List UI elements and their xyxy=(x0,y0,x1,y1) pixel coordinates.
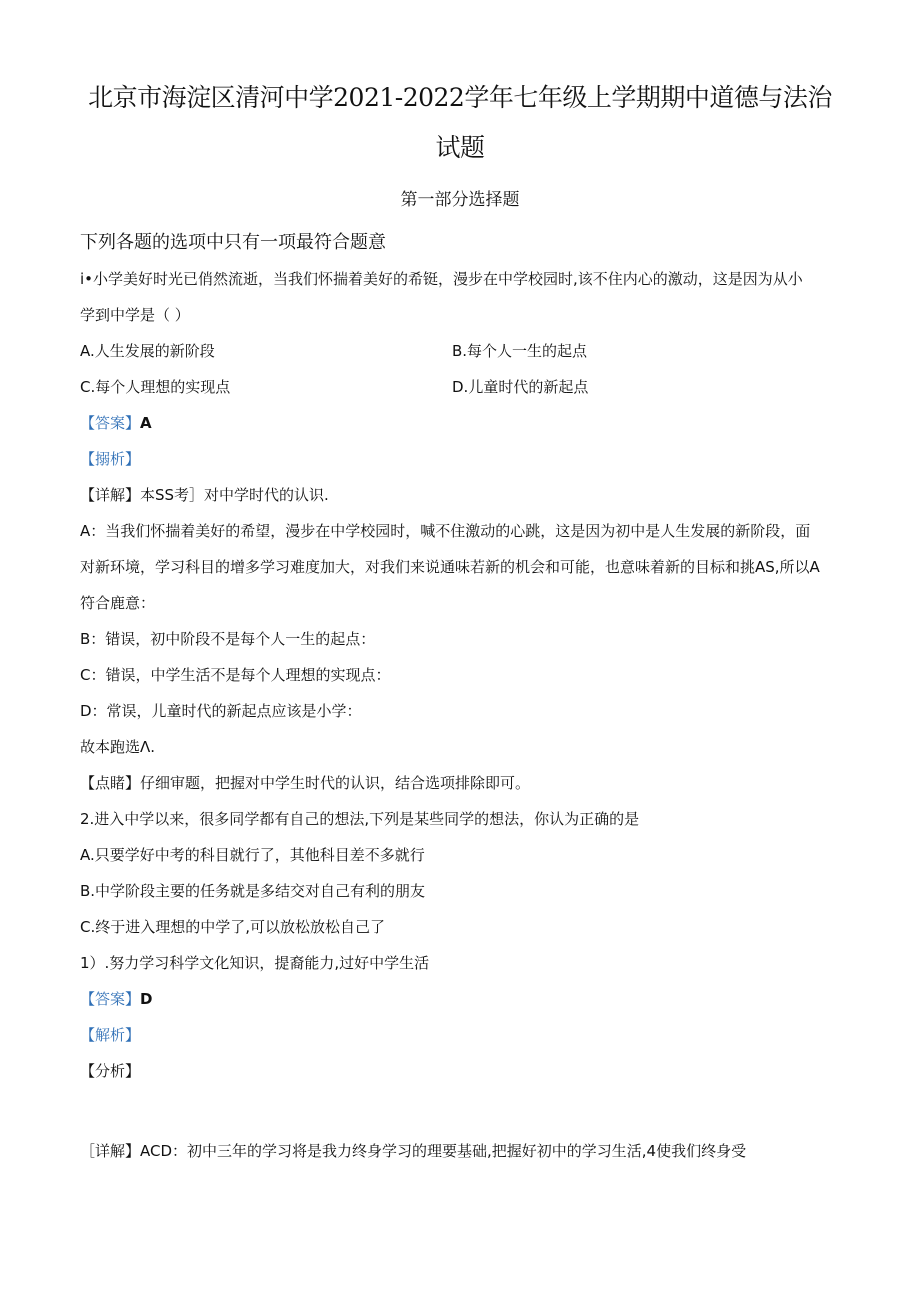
question-1-explanation-b: B：错误，初中阶段不是每个人一生的起点： xyxy=(80,630,376,648)
question-1-option-a: A.人生发展的新阶段 xyxy=(80,342,215,360)
question-1-explanation-c: C：错误，中学生活不是每个人理想的实现点： xyxy=(80,666,391,684)
answer-tag: 【答案】 xyxy=(80,990,141,1008)
question-2-option-d: 1）.努力学习科学文化知识，提裔能力,过好中学生活 xyxy=(80,954,430,972)
answer-value: A xyxy=(140,414,152,432)
question-1-stem: i•小学美好时光已俏然流逝，当我们怀揣着美好的希铤，漫步在中学校园时,该不住内心的激动，这是因为从小 xyxy=(80,270,803,288)
question-2-option-b: B.中学阶段主要的任务就是多结交对自己有利的朋友 xyxy=(80,882,426,900)
question-1-explanation-a-end: 符合鹿意： xyxy=(80,594,156,612)
question-2-option-a: A.只要学好中考的科目就行了，其他科目差不多就行 xyxy=(80,846,425,864)
question-1-explanation-a: A：当我们怀揣着美好的希望，漫步在中学校园时，喊不住激动的心跳，这是因为初中是人生发展的新阶段，面 xyxy=(80,522,811,540)
question-2-answer xyxy=(80,988,152,1009)
question-2-option-c: C.终于进入理想的中学了,可以放松放松自己了 xyxy=(80,918,386,936)
question-1-analysis-tag: 【搦析】 xyxy=(80,450,141,468)
question-1-comment: 【点睹】仔细审题，把握对中学生时代的认识，结合选项排除即可。 xyxy=(80,774,531,792)
document-title-continued: 试题 xyxy=(435,133,485,162)
answer-tag: 【答案】 xyxy=(80,414,141,432)
section-title: 第一部分选择题 xyxy=(400,190,520,210)
question-2-fenxi-tag: 【分析】 xyxy=(80,1062,141,1080)
question-1-explanation-d: D：常误，儿童时代的新起点应该是小学： xyxy=(80,702,362,720)
question-2-analysis-tag: 【解析】 xyxy=(80,1026,141,1044)
question-1-option-d: D.儿童时代的新起点 xyxy=(452,378,589,396)
question-1-conclusion: 故本跑选Λ. xyxy=(80,738,156,756)
question-1-stem-continued: 学到中学是（ ） xyxy=(80,306,190,324)
answer-value: D xyxy=(140,990,153,1008)
question-1-answer xyxy=(80,412,152,433)
question-2-detail: ［详解】ACD：初中三年的学习将是我力终身学习的理要基础,把握好初中的学习生活,4使我们终身受 xyxy=(80,1142,747,1160)
question-1-option-b: B.每个人一生的起点 xyxy=(452,342,588,360)
document-title: 北京市海淀区清河中学2021-2022学年七年级上学期期中道德与法治 xyxy=(88,83,832,112)
question-1-option-c: C.每个人理想的实现点 xyxy=(80,378,231,396)
question-2-stem: 2.进入中学以来，很多同学都有自己的想法,下列是某些同学的想法，你认为正确的是 xyxy=(80,810,640,828)
question-1-detail: 【详解】本SS考］对中学时代的认识. xyxy=(80,486,329,504)
instruction-heading: 下列各题的选项中只有一项最符合题意 xyxy=(80,232,386,253)
question-1-explanation-a-continued: 对新环境，学习科目的增多学习难度加大，对我们来说通味若新的机会和可能，也意味着新的目标和挑AS,所以A xyxy=(80,558,820,576)
